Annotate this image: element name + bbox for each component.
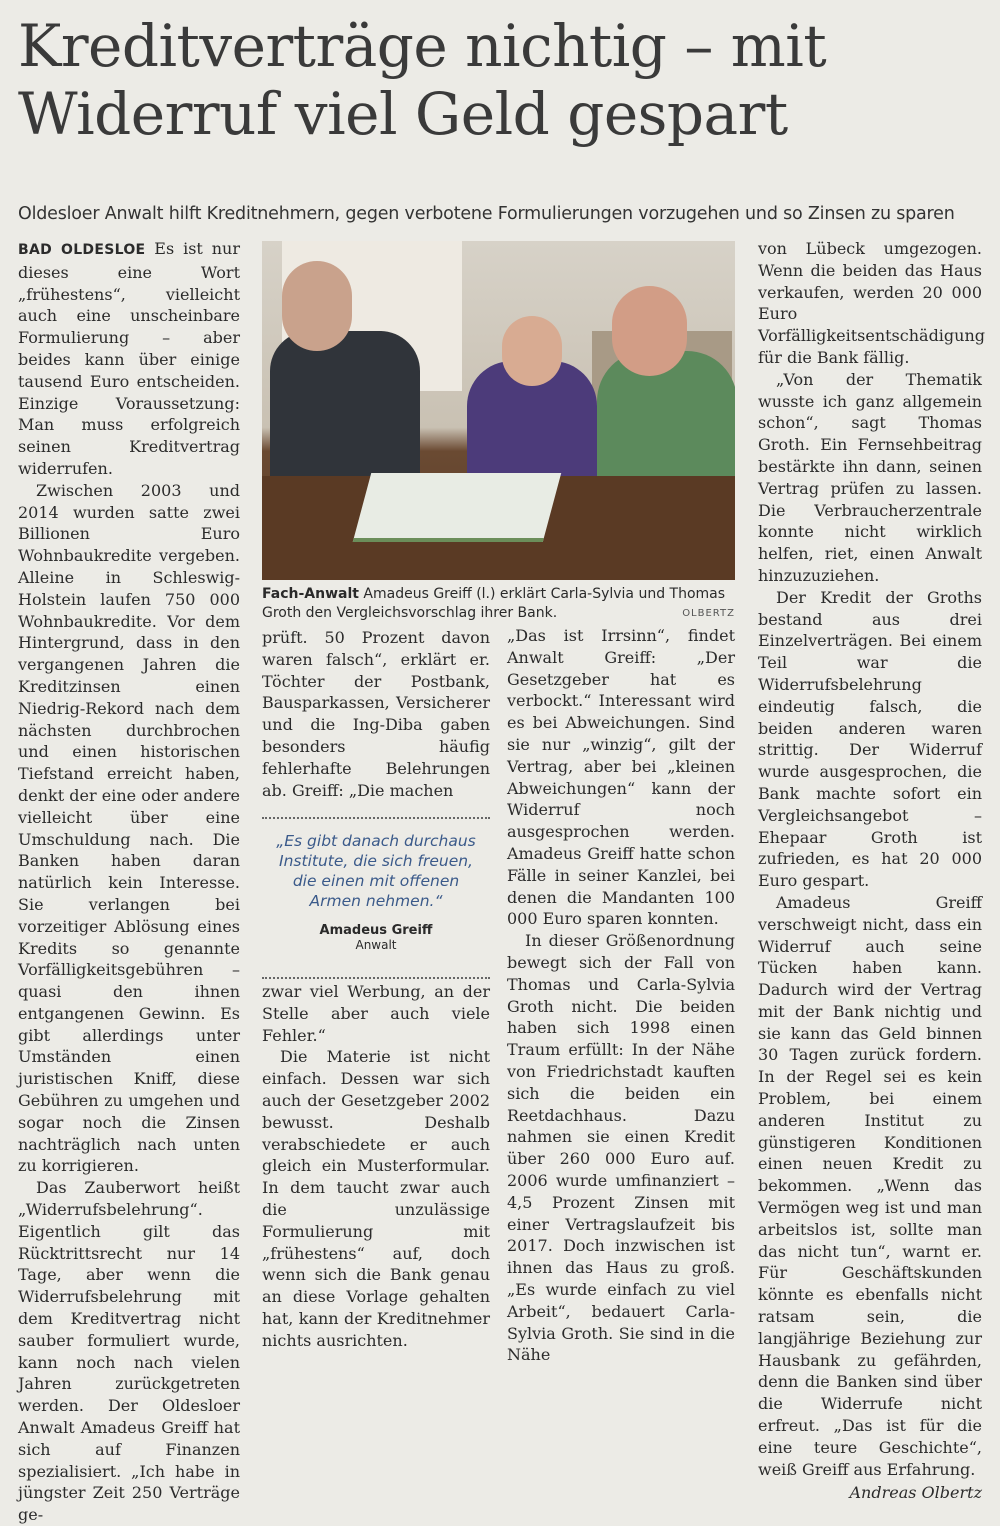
paragraph: Das Zauberwort heißt „Widerrufsbelehrung“. Eigentlich gilt das Rücktrittsrecht nur 14 Tage, aber wenn die Widerrufsbelehrung mit dem Kreditvertrag nicht sauber formuliert wurde, kann noch nach vielen Jahren zurückgetreten werden. Der Oldesloer Anwalt Amadeus Greiff hat sich auf Finanzen spezialisiert. „Ich habe in jüngster Zeit 250 Verträge ge- — [18, 1178, 240, 1525]
quote-role: Anwalt — [355, 938, 397, 952]
paragraph: von Lübeck umgezogen. Wenn die beiden das Haus verkaufen, werden 20 000 Euro Vorfälligkeitsentschädigung für die Bank fällig. — [758, 239, 986, 367]
byline: Andreas Olbertz — [849, 1483, 982, 1503]
paragraph: Amadeus Greiff verschweigt nicht, dass ein Widerruf auch seine Tücken haben kann. Dadurch wird der Vertrag mit der Bank nichtig und sie kann das Geld binnen 30 Tagen zurück fordern. In der Regel sei es kein Problem, bei einem anderen Institut zu günstigeren Konditionen einen neuen Kredit zu bekommen. „Wenn das Vermögen weg ist und man arbeitslos ist, sollte man das nicht tun“, warnt er. Für Geschäftskunden könnte es ebenfalls nicht ratsam sein, die langjährige Beziehung zur Hausbank zu gefährden, denn die Banken sind über die Widerrufe nicht erfreut. „Das ist für die eine teure Geschichte“, weiß Greiff aus Erfahrung. — [758, 892, 982, 1479]
paragraph: Zwischen 2003 und 2014 wurden satte zwei Billionen Euro Wohnbaukredite vergeben. Alleine in Schleswig-Holstein laufen 750 000 Wohnbaukredite. Vor dem Hintergrund, dass in den vergangenen Jahren die Kreditzinsen einen Niedrig-Rekord nach dem nächsten durchbrochen und einen historischen Tiefstand erreicht haben, denkt der eine oder andere vielleicht über eine Umschuldung nach. Die Banken haben daran natürlich kein Interesse. Sie verlangen bei vorzeitiger Ablösung eines Kredits so genannte Vorfälligkeitsgebühren – quasi den ihnen entgangenen Gewinn. Es gibt allerdings unter Umständen einen juristischen Kniff, diese Gebühren zu umgehen und sogar noch die Zinsen nachträglich nach unten zu korrigieren. — [18, 480, 240, 1176]
paragraph: Der Kredit der Groths bestand aus drei Einzelverträgen. Bei einem Teil war die Widerrufsbelehrung eindeutig falsch, die beiden anderen waren strittig. Der Widerruf wurde ausgesprochen, die Bank machte sofort ein Vergleichsangebot – Ehepaar Groth ist zufrieden, es hat 20 000 Euro gespart. — [758, 587, 982, 891]
photo-caption — [262, 585, 735, 623]
column-2-bottom — [262, 981, 490, 1352]
column-1 — [18, 238, 240, 1526]
subline: Oldesloer Anwalt hilft Kreditnehmern, gegen verbotene Formulierungen vorzugehen und so Zinsen zu sparen — [18, 204, 955, 224]
caption-lead: Fach-Anwalt — [262, 586, 359, 602]
paragraph: „Das ist Irrsinn“, findet Anwalt Greiff: „Der Gesetzgeber hat es verbockt.“ Interessant wird es bei Abweichungen. Sind sie nur „winzig“, gilt der Vertrag, aber bei „kleinen Abweichungen“ kann der Widerruf noch ausgesprochen werden. Amadeus Greiff hatte schon Fälle in seiner Kanzlei, bei denen die Mandanten 100 000 Euro sparen konnten. — [507, 626, 735, 929]
paragraph: In dieser Größenordnung bewegt sich der Fall von Thomas und Carla-Sylvia Groth nicht. Die beiden haben sich 1998 einen Traum erfüllt: In der Nähe von Friedrichstadt kauften sich die beiden ein Reetdachhaus. Dazu nahmen sie einen Kredit über 260 000 Euro auf. 2006 wurde umfinanziert – 4,5 Prozent Zinsen mit einer Vertragslaufzeit bis 2017. Doch inzwischen ist ihnen das Haus zu groß. „Es wurde einfach zu viel Arbeit“, bedauert Carla-Sylvia Groth. Sie sind in die Nähe — [507, 931, 735, 1365]
dateline: BAD OLDESLOE — [18, 242, 146, 258]
pull-quote — [262, 817, 490, 979]
quote-text: „Es gibt danach durchaus Institute, die sich freuen, die einen mit offenen Armen nehmen.“ — [276, 832, 476, 910]
paragraph: prüft. 50 Prozent davon waren falsch“, erklärt er. Töchter der Postbank, Bausparkassen, Versicherer und die Ing-Diba gaben besonders häufig fehlerhafte Belehrungen ab. Greiff: „Die machen — [262, 628, 490, 800]
column-4 — [758, 238, 986, 1504]
paragraph: Die Materie ist nicht einfach. Dessen war sich auch der Gesetzgeber 2002 bewusst. Deshalb verabschiedete er auch gleich ein Musterformular. In dem taucht zwar auch die unzulässige Formulierung mit „frühestens“ auf, doch wenn sich die Bank genau an diese Vorlage gehalten hat, kann der Kreditnehmer nichts ausrichten. — [262, 1047, 490, 1350]
headline: Kreditverträge nichtig – mit Widerruf viel Geld gespart — [18, 12, 827, 148]
paragraph: „Von der Thematik wusste ich ganz allgemein schon“, sagt Thomas Groth. Ein Fernsehbeitrag bestärkte ihn dann, seinen Vertrag prüfen zu lassen. Die Verbraucherzentrale konnte nicht wirklich helfen, riet, einen Anwalt hinzuzuziehen. — [758, 369, 982, 585]
paragraph: zwar viel Werbung, an der Stelle aber auch viele Fehler.“ — [262, 982, 490, 1045]
column-2 — [262, 627, 490, 801]
column-3 — [507, 625, 735, 1366]
paragraph: BAD OLDESLOE Es ist nur dieses eine Wort „frühestens“, vielleicht auch eine unscheinbare Formulierung – aber beides kann über einige tausend Euro entscheiden. Einzige Voraussetzung: Man muss erfolgreich seinen Kreditvertrag widerrufen. — [18, 239, 240, 478]
quote-author: Amadeus Greiff — [319, 923, 433, 938]
article-photo — [262, 241, 735, 580]
caption-text: Amadeus Greiff (l.) erklärt Carla-Sylvia und Thomas Groth den Vergleichsvorschlag ihrer Bank. — [262, 586, 726, 621]
photo-credit: OLBERTZ — [682, 608, 735, 619]
